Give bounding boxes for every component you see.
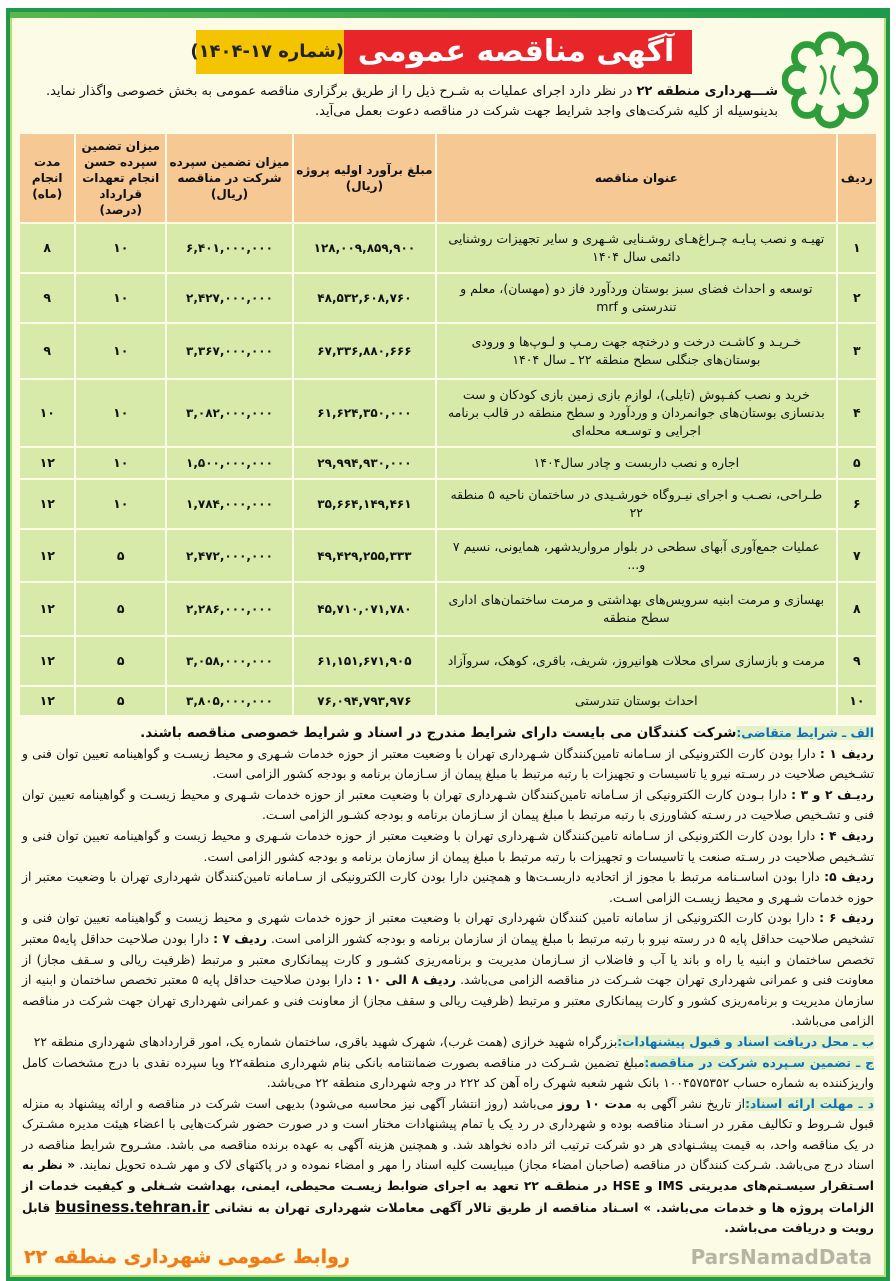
intro-municipality: شـــهرداری منطقه ۲۲ [636, 84, 778, 99]
guarantee-amount: ۱,۷۸۴,۰۰۰,۰۰۰ [166, 479, 293, 529]
duration-months: ۹ [19, 323, 75, 379]
duration-months: ۱۲ [19, 479, 75, 529]
guarantee-amount: ۱,۵۰۰,۰۰۰,۰۰۰ [166, 447, 293, 479]
table-row [19, 273, 877, 323]
duration-months: ۱۲ [19, 686, 75, 716]
duration-months: ۹ [19, 273, 75, 323]
column-header: عنوان مناقصه [436, 133, 837, 223]
row-number: ۷ [837, 529, 877, 582]
performance-percent: ۱۰ [75, 273, 166, 323]
deadline-text-4: قابل رویت و دریافت می‌باشد. [22, 1200, 874, 1236]
header [18, 20, 878, 82]
performance-percent: ۵ [75, 686, 166, 716]
table-row [19, 686, 877, 716]
condition-row-label: ردیـف ۲ و ۳ : [791, 787, 874, 802]
section-deadline [22, 1094, 874, 1239]
conditions-intro: شرکت کنندگان می بایست دارای شرایط مندرج در اسناد و شرایط خصوصی مناقصه باشند. [140, 725, 737, 741]
tender-title: اجاره و نصب داربست و چادر سال۱۴۰۴ [436, 447, 837, 479]
guarantee-amount: ۶,۴۰۱,۰۰۰,۰۰۰ [166, 223, 293, 273]
business-tehran-link[interactable]: business.tehran.ir [55, 1197, 210, 1216]
condition-text: دارا بـودن کارت الکترونیکی از سـامانه تامین‌کنندگان شـهرداری تهران با وضعیت معتبر از حوزه خدمات شـهری و محیط زیسـت و گواهینامه تعیین توان فنی و تشـخیص صلاحیت در رسـته کشاورزی با رتبه مرتبط با مبلغ پیمان از سـازمان برنامه و بودجه کشـور الزامی اسـت. [22, 787, 874, 823]
row-number: ۵ [837, 447, 877, 479]
condition-row-label: ردیف ۷ : [213, 931, 267, 946]
condition-row-label: ردیف ۱ : [819, 746, 875, 761]
footer [18, 1245, 878, 1269]
estimate-amount: ۲۹,۹۹۴,۹۳۰,۰۰۰ [293, 447, 436, 479]
table-header-row [19, 133, 877, 223]
estimate-amount: ۴۹,۴۲۹,۲۵۵,۳۳۳ [293, 529, 436, 582]
deadline-text: از تاریخ نشر آگهی به [631, 1096, 746, 1111]
table-row [19, 223, 877, 273]
performance-percent: ۵ [75, 529, 166, 582]
column-header: میزان تضمین سپرده حسن انجام تعهدات قرارداد (درصد) [75, 133, 166, 223]
tender-title: تهیـه و نصب پـایـه چـراغ‌هـای روشـنایی شـهری و سایر تجهیزات روشنایی دائمی سال ۱۴۰۴ [436, 223, 837, 273]
row-number: ۴ [837, 379, 877, 447]
deadline-text-3: معاملات شهرداری تهران به نشانی [209, 1200, 430, 1215]
duration-months: ۱۲ [19, 636, 75, 686]
performance-percent: ۱۰ [75, 447, 166, 479]
guarantee-amount: ۳,۸۰۵,۰۰۰,۰۰۰ [166, 686, 293, 716]
guarantee-amount: ۳,۰۸۲,۰۰۰,۰۰۰ [166, 379, 293, 447]
guarantee-amount: ۲,۲۸۶,۰۰۰,۰۰۰ [166, 582, 293, 636]
deposit-label: ج ـ تضمین سـپرده شرکت در مناقصه: [644, 1055, 874, 1070]
condition-text: دارا بودن صلاحیت حداقل پایه۵ معتبر تخصص ساختمان و ابنیه یا راه و باند یا آب و فاضلاب از سـازمان مدیریت و برنامه‌ریزی کشـور و کارت پیمانکاری معتبر و مرتبط (ظرفیت ریالی و سـقف مجاز) از معاونت فنی و عمرانی شهرداری تهران جهت شـرکت در مناقصه الزامی می‌باشد. [22, 931, 875, 988]
estimate-amount: ۷۶,۰۹۴,۷۹۳,۹۷۶ [293, 686, 436, 716]
estimate-amount: ۳۵,۶۶۴,۱۴۹,۴۶۱ [293, 479, 436, 529]
tender-title: طـراحی، نصـب و اجرای نیـروگاه خورشـیدی در ساختمان ناحیه ۵ منطقه ۲۲ [436, 479, 837, 529]
intro-invitation: بدینوسیله از کلیه شرکت‌های واجد شرایط جهت شرکت در مناقصه دعوت بعمل می‌آید. [315, 104, 778, 119]
condition-text: دارا بودن کارت الکترونیکی از سـامانه تامین‌کنندگان شـهرداری تهران با وضعیت معتبر از حوزه خدمات شـهری و محیط زیسـت و گواهینامه تعیین توان فنی و تشـخیص صلاحیت در رسـته نیرو یا تاسیسات و تجهیزات با رتبه مرتبط با مبلغ پیمان از سـازمان برنامه و بودجه کشور الزامی است. [22, 746, 874, 782]
estimate-amount: ۴۸,۵۳۲,۶۰۸,۷۶۰ [293, 273, 436, 323]
top-border [10, 12, 886, 18]
tender-title: بهسازی و مرمت ابنیه سرویس‌های بهداشتی و مرمت ساختمان‌های اداری سطح منطقه [436, 582, 837, 636]
duration-months: ۱۲ [19, 447, 75, 479]
performance-percent: ۱۰ [75, 479, 166, 529]
section-conditions [22, 723, 874, 1032]
condition-text: دارا بودن کارت الکترونیکی از سـامانه تامین‌کنندگان شـهرداری تهران با وضعیت معتبر از حوزه خدمات شـهری و محیط زیست و گواهینامه تعیین توان فنی و تشـخیص صلاحیت در رسـته صنعت یا تاسیسات و تجهیزات با رتبه مرتبط با مبلغ پیمان از سازمان برنامه و بودجه کشور الزامی است. [22, 828, 874, 864]
performance-percent: ۱۰ [75, 323, 166, 379]
condition-row-label: ردیف ۶ : [819, 911, 875, 926]
condition-row-label: ردیف ۴ : [819, 828, 875, 843]
table-row [19, 529, 877, 582]
table-row [19, 636, 877, 686]
estimate-amount: ۶۱,۱۵۱,۶۷۱,۹۰۵ [293, 636, 436, 686]
guarantee-amount: ۲,۴۷۲,۰۰۰,۰۰۰ [166, 529, 293, 582]
table-row [19, 479, 877, 529]
condition-row-label: ردیف ۵: [824, 870, 874, 885]
watermark: ParsNamadData [690, 1244, 872, 1269]
tender-title: خرید و نصب کفـپوش (تایلی)، لوازم بازی زمین بازی کودکان و ست بدنسازی بوستان‌های جوانمردان و وردآورد و سطح منطقه در قالب برنامه اجرایی و توسـعه محله‌ای [436, 379, 837, 447]
row-number: ۲ [837, 273, 877, 323]
tender-title: خـریـد و کاشـت درخت و درختچه جهت رمـپ و لـوپ‌ها و ورودی بوستان‌های جنگلی سطح منطقه ۲۲ ـ سال ۱۴۰۴ [436, 323, 837, 379]
table-row [19, 582, 877, 636]
intro [18, 82, 778, 128]
condition-row-label: ردیف ۸ الی ۱۰ : [356, 973, 456, 988]
column-header: مدت انجام (ماه) [19, 133, 75, 223]
row-number: ۸ [837, 582, 877, 636]
performance-percent: ۵ [75, 636, 166, 686]
performance-percent: ۱۰ [75, 379, 166, 447]
estimate-amount: ۶۷,۳۳۶,۸۸۰,۶۶۶ [293, 323, 436, 379]
public-relations-signature: روابط عمومی شهرداری منطقه ۲۲ [24, 1245, 350, 1268]
section-location [22, 1032, 874, 1053]
row-number: ۱۰ [837, 686, 877, 716]
intro-text: در نظر دارد اجرای عملیات به شـرح ذیل را از طریق برگزاری مناقصه عمومی به بخش خصوصی واگذار نماید. [45, 84, 637, 99]
table-row [19, 323, 877, 379]
tender-notice [6, 8, 890, 1281]
guarantee-amount: ۳,۰۵۸,۰۰۰,۰۰۰ [166, 636, 293, 686]
column-header: ردیف [837, 133, 877, 223]
table-body [19, 223, 877, 716]
performance-percent: ۵ [75, 582, 166, 636]
deadline-duration: مدت ۱۰ روز [558, 1096, 632, 1111]
row-number: ۱ [837, 223, 877, 273]
condition-text: دارا بودن کارت الکترونیکی از سامانه تامین کنندگان شهرداری تهران با وضعیت معتبر از حوزه خدمات شهری و محیط زیست و گواهینامه تعیین توان فنی و تشخیص صلاحیت حداقل پایه ۵ در رسته نیرو با رتبه مرتبط با مبلغ پیمان از سازمان برنامه و بودجه کشور الزامی است. [22, 911, 874, 946]
location-text: بزرگراه شهید خرازی (همت غرب)، شهرک شهید باقری، ساختمان شماره یک، امور قراردادهای شهرداری منطقه ۲۲ [33, 1034, 618, 1049]
deadline-text-2: می‌باشد (روز انتشار آگهی نیز محاسبه می‌شود) بدیهی است شرکت در مناقصه و ارائه پیشنهاد به منزله قبول شـروط و تکالیف مقرر در اسـناد مناقصه بوده و شهرداری در رد یک یا تمام پیشنهادات مختار است و در صورت حضور شرکت‌هایی با اعضاء هیئت مدیره مشـترک در یک مناقصه واحد، به قیمت پیشـنهادی هر دو شرکت ترتیب اثر داده نخواهد شد. و همچنین هزینه آگهی به عهده برنده مناقصه می باشد. مشـروح شرایط مناقصه در اسناد درج می‌باشد. شـرکت کنندگان در مناقصه (صاحبان امضاء مجاز) میبایست کلیه اسناد را مهر و امضاء نموده و در پاکتهای لاک و مهر شـده تحویل نمایند. [22, 1096, 875, 1173]
notice-number: (شماره ۱۷-۱۴۰۴) [196, 30, 344, 74]
estimate-amount: ۶۱,۶۲۴,۳۵۰,۰۰۰ [293, 379, 436, 447]
tender-title: توسعه و احداث فضای سبز بوستان وردآورد فاز دو (مهسان)، معلم و تندرستی و mrf [436, 273, 837, 323]
terms [18, 723, 878, 1239]
tender-table [18, 132, 878, 717]
guarantee-amount: ۳,۳۶۷,۰۰۰,۰۰۰ [166, 323, 293, 379]
row-number: ۶ [837, 479, 877, 529]
condition-text: دارا بودن اساسـنامه مرتبط با مجوز از اتحادیه داربسـت‌ها و همچنین دارا بودن کارت الکترونیکی از سـامانه تامین‌کنندگان شهرداری تهران با وضعیت معتبر از حوزه خدمات شـهری و محیط زیسـت الزامی اسـت. [22, 870, 874, 905]
deadline-label: د ـ مهلت ارائه اسناد: [745, 1096, 874, 1111]
column-header: میزان تضمین سپرده شرکت در مناقصه (ریال) [166, 133, 293, 223]
deadline-hse-note: « نظر به اسـتقرار سیسـتم‌های مدیریتی IMS و HSE در منطقـه ۲۲ تعهد به اجرای ضوابط زیسـت محیطی، ایمنی، بهداشت شـغلی و کیفیت خدمات از الزامات پروژه ها و خدمات می‌باشد. » اسـناد مناقصه از طریق تالار آگهی [22, 1158, 874, 1215]
estimate-amount: ۱۲۸,۰۰۹,۸۵۹,۹۰۰ [293, 223, 436, 273]
duration-months: ۱۰ [19, 379, 75, 447]
guarantee-amount: ۲,۴۲۷,۰۰۰,۰۰۰ [166, 273, 293, 323]
section-deposit [22, 1053, 874, 1094]
deposit-text: مبلغ تضمین شـرکت در مناقصه بصورت ضمانتنامه بانکی بنام شهرداری منطقه۲۲ ویا سپرده نقدی با درج مشخصات کامل واریزکننده به شماره حساب ۱۰۰۴۵۷۵۳۵۲ بانک شهر شعبه شهرک راه آهن کد ۲۲۲ در وجه شهرداری منطقه ۲۲ می‌باشد. [22, 1055, 874, 1091]
conditions-label: الف ـ شرایط متقاضی: [736, 726, 874, 740]
row-number: ۹ [837, 636, 877, 686]
row-number: ۳ [837, 323, 877, 379]
tender-title: عملیات جمع‌آوری آبهای سطحی در بلوار مرواریدشهر، همایونی، نسیم ۷ و... [436, 529, 837, 582]
location-label: ب ـ محل دریافت اسناد و قبول پیشنهادات: [617, 1034, 874, 1049]
tender-title: مرمت و بازسازی سرای محلات هوانیروز، شریف، باقری، کوهک، سروآزاد [436, 636, 837, 686]
table-row [19, 447, 877, 479]
condition-text: دارا بودن صلاحیت حداقل پایه ۵ معتبر تخصص ساختمان و ابنیه از سازمان مدیریت و برنامه‌ریزی کشور و کارت پیمانکاری معتبر و مرتبط (ظرفیت ریالی و سقف مجاز) از معاونت فنی و عمرانی شهرداری تهران جهت شرکت در مناقصه الزامی می‌باشد. [22, 973, 874, 1029]
duration-months: ۸ [19, 223, 75, 273]
duration-months: ۱۲ [19, 582, 75, 636]
notice-title: آگهی مناقصه عمومی [340, 30, 692, 74]
column-header: مبلغ برآورد اولیه پروژه (ریال) [293, 133, 436, 223]
tehran-municipality-logo-icon [782, 30, 878, 130]
table-row [19, 379, 877, 447]
duration-months: ۱۲ [19, 529, 75, 582]
tender-title: احداث بوستان تندرستی [436, 686, 837, 716]
performance-percent: ۱۰ [75, 223, 166, 273]
estimate-amount: ۴۵,۷۱۰,۰۷۱,۷۸۰ [293, 582, 436, 636]
